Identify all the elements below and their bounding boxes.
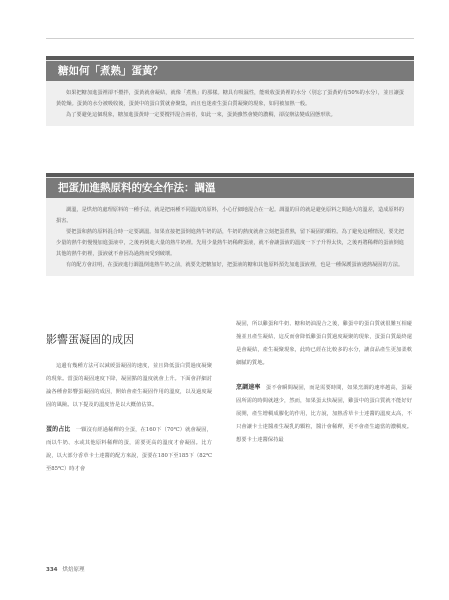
paragraph-heading: 蛋的占比 [46,426,71,433]
paragraph-heading: 烹調速率 [236,384,261,391]
box-body [46,198,414,276]
right-column [236,318,412,447]
page-number: 334 [46,567,58,573]
box-paragraph: 調溫，是烘焙的處理原料的一種手法，就是把兩種不同溫度的原料，小心仔細地混合在一起。調溫的目的就是避免原料之間過大的溫差，造成原料的損害。 [56,207,404,224]
box-paragraph: 要把蛋和熱的原料混合時一定要調溫。如果直接把蛋倒進熱牛奶的話，牛奶的熱度就會立刻把蛋煮熟，留下凝固的顆粒。為了避免這種情況，要先把少量的熱牛奶慢慢加進蛋液中，之後再倒進大量的熱牛奶裡。先用少量熱牛奶稀釋蛋液，就不會讓蛋液的溫度一下子升得太快，之後再將稀釋的蛋液倒進其他的熱牛奶裡，蛋液就不會因為過熱而受到破壞。 [56,229,404,257]
paragraph-text: 蛋不會瞬間凝固，而是需要時間，如果烹調的速率越高，蛋凝固所需的時間就越少，然而，如果蛋太快凝固，雞蛋中的蛋白質就不能好好展開，產生增稠成膠化的作用，比方說，加熱香草卡士達醬的溫度太高，不只會讓卡士達醬產生凝乳的顆粒，醬汁會稀釋，更不會產生適當的濃稠度。想要卡士達醬保持最 [236,385,412,443]
book-title: 烘焙原理 [62,567,85,573]
box-paragraph: 為了要避免這個現象，糖加進蛋黃時一定要攪拌混合兩者，如此一來，蛋黃雖然會變的濃稠，卻沒辦法變成固態形狀。 [66,112,336,118]
intro-paragraph: 這邊有幾種方法可以減緩蛋凝固的速度，並且降低蛋白質過度凝聚的現象。當蛋的凝固速度下降，凝固點的溫度就會上升。下面會詳細討論各種會影響蛋凝固的成因，開始會產生凝固作用的溫度，以及過度凝固的風險。以下提及的溫度皆是以大概值估算。 [46,363,212,408]
box-paragraph: 有的配方會註明，在蛋液進行調溫倒進熱牛奶之前，就要先把糖加好，把蛋液的糖和其他原料預先加進蛋液裡，也是一種保護蛋液遇熱凝固的方法。 [66,262,404,268]
egg-ratio-paragraph [46,423,212,476]
paragraph-text: 一顆沒有經過稀釋的全蛋，在160下（70℃）就會凝固，而以牛奶、水或其他原料稀釋的蛋，需要更高的溫度才會凝固。比方說，以大部分香草卡士達醬的配方來說，蛋要在180下至185下（82℃至85℃）時才會 [46,427,212,472]
top-rule [46,38,414,39]
section-heading: 影響蛋凝固的成因 [46,333,134,346]
sidebar-box-tempering [46,173,414,276]
cooking-rate-paragraph [236,381,412,447]
page-footer [46,565,85,573]
box-body [46,81,414,126]
sidebar-box-sugar-cooks-yolk [46,56,414,126]
box-title: 把蛋加進熱原料的安全作法：調溫 [46,177,414,198]
box-paragraph: 如果把糖加進蛋裡卻不攪拌，蛋黃就會凝結，就像「煮熟」的那樣。糖具有吸濕性，能吸收蛋黃裡的水分（別忘了蛋黃約有50%的水分），並且讓蛋黃乾燥。蛋黃的水分被吸收後，蛋黃中的蛋白質就會聚集，而且也迷產生蛋白質凝聚的現象，如同被加熱一般。 [56,90,404,107]
left-column [46,318,212,476]
box-title: 糖如何「煮熟」蛋黃？ [46,60,414,81]
continued-paragraph: 凝固，所以雞蛋和牛奶、糖和奶油混合之後，雞蛋中的蛋白質就很難互相碰撞並且產生凝結，這反而會降低雞蛋白質過度凝聚的現象，蛋蛋白質最終還是會凝結，產生凝聚現象，此時已經在比較多的水分，讓食品產生更加柔軟細膩的質地。 [236,321,412,366]
